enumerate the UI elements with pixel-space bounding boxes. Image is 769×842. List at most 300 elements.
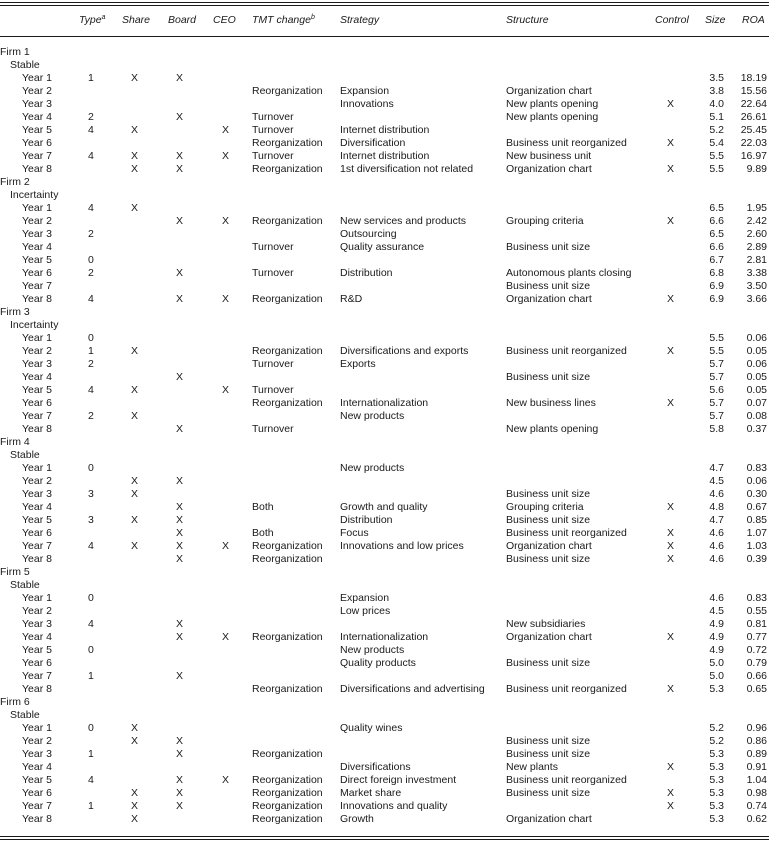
- table-row: [0, 345, 769, 358]
- board-cell: X: [176, 800, 184, 812]
- year-label: Year 6: [22, 397, 52, 409]
- structure-cell: Business unit reorganized: [506, 137, 627, 149]
- size-cell: 5.3: [709, 774, 724, 786]
- strategy-cell: Internet distribution: [340, 124, 430, 136]
- year-label: Year 2: [22, 215, 52, 227]
- structure-cell: New plants opening: [506, 111, 599, 123]
- firm-name: Firm 3: [0, 306, 30, 318]
- tmt-change-cell: Reorganization: [252, 293, 323, 305]
- roa-cell: 0.07: [746, 397, 767, 409]
- size-cell: 6.9: [709, 280, 724, 292]
- board-cell: X: [176, 475, 184, 487]
- share-cell: X: [131, 202, 139, 214]
- share-cell: X: [131, 813, 139, 825]
- year-label: Year 4: [22, 631, 52, 643]
- size-cell: 5.2: [709, 735, 724, 747]
- type-cell: 1: [88, 670, 94, 682]
- table-row: [0, 774, 769, 787]
- type-cell: 0: [88, 722, 94, 734]
- environment-label: Stable: [10, 709, 40, 721]
- structure-cell: New plants opening: [506, 98, 599, 110]
- table-row: [0, 683, 769, 696]
- year-label: Year 4: [22, 761, 52, 773]
- year-label: Year 6: [22, 267, 52, 279]
- strategy-cell: Internationalization: [340, 631, 429, 643]
- structure-cell: New plants opening: [506, 423, 599, 435]
- roa-cell: 0.06: [746, 475, 767, 487]
- year-label: Year 1: [22, 72, 52, 84]
- size-cell: 5.3: [709, 683, 724, 695]
- type-cell: 1: [88, 345, 94, 357]
- control-cell: X: [667, 787, 675, 799]
- table-row: [0, 241, 769, 254]
- header-tmt-footnote: b: [310, 14, 315, 21]
- structure-cell: Grouping criteria: [506, 215, 584, 227]
- roa-cell: 0.06: [746, 358, 767, 370]
- year-label: Year 5: [22, 644, 52, 656]
- structure-cell: Autonomous plants closing: [506, 267, 632, 279]
- type-cell: 4: [88, 293, 94, 305]
- ceo-cell: X: [222, 215, 230, 227]
- board-cell: X: [176, 423, 184, 435]
- table-body: [0, 46, 769, 826]
- roa-cell: 0.66: [746, 670, 767, 682]
- roa-cell: 0.74: [746, 800, 767, 812]
- structure-cell: Business unit size: [506, 371, 591, 383]
- ceo-cell: X: [222, 384, 230, 396]
- year-label: Year 1: [22, 592, 52, 604]
- board-cell: X: [176, 111, 184, 123]
- type-cell: 0: [88, 254, 94, 266]
- environment-label: Stable: [10, 59, 40, 71]
- strategy-cell: New services and products: [340, 215, 467, 227]
- tmt-change-cell: Reorganization: [252, 553, 323, 565]
- table-row: [0, 592, 769, 605]
- share-cell: X: [131, 722, 139, 734]
- table-row: [0, 280, 769, 293]
- table-row: [0, 800, 769, 813]
- size-cell: 6.6: [709, 215, 724, 227]
- table-row: [0, 488, 769, 501]
- roa-cell: 0.05: [746, 384, 767, 396]
- strategy-cell: Innovations: [340, 98, 394, 110]
- tmt-change-cell: Reorganization: [252, 397, 323, 409]
- tmt-change-cell: Reorganization: [252, 800, 323, 812]
- structure-cell: Organization chart: [506, 293, 592, 305]
- structure-cell: Business unit size: [506, 657, 591, 669]
- tmt-change-cell: Turnover: [252, 423, 294, 435]
- header-board: Board: [168, 14, 197, 26]
- table-row: [0, 111, 769, 124]
- structure-cell: Business unit size: [506, 735, 591, 747]
- year-label: Year 8: [22, 813, 52, 825]
- roa-cell: 0.83: [746, 462, 767, 474]
- control-cell: X: [667, 163, 675, 175]
- year-label: Year 3: [22, 358, 52, 370]
- firm-row: [0, 46, 769, 59]
- roa-cell: 1.95: [746, 202, 767, 214]
- type-cell: 4: [88, 774, 94, 786]
- table-row: [0, 397, 769, 410]
- environment-label: Incertainty: [10, 319, 59, 331]
- board-cell: X: [176, 631, 184, 643]
- strategy-cell: New products: [340, 462, 405, 474]
- board-cell: X: [176, 293, 184, 305]
- control-cell: X: [667, 540, 675, 552]
- size-cell: 5.3: [709, 748, 724, 760]
- structure-cell: Organization chart: [506, 163, 592, 175]
- roa-cell: 0.86: [746, 735, 767, 747]
- firm-name: Firm 1: [0, 46, 30, 58]
- strategy-cell: Direct foreign investment: [340, 774, 457, 786]
- roa-cell: 0.37: [746, 423, 767, 435]
- size-cell: 5.2: [709, 722, 724, 734]
- tmt-change-cell: Both: [252, 501, 274, 513]
- roa-cell: 0.85: [746, 514, 767, 526]
- size-cell: 4.6: [709, 592, 724, 604]
- year-label: Year 5: [22, 124, 52, 136]
- roa-cell: 0.81: [746, 618, 767, 630]
- year-label: Year 5: [22, 514, 52, 526]
- tmt-change-cell: Reorganization: [252, 683, 323, 695]
- header-type-label: Type: [79, 14, 102, 26]
- table-row: [0, 735, 769, 748]
- board-cell: X: [176, 215, 184, 227]
- control-cell: X: [667, 293, 675, 305]
- board-cell: X: [176, 618, 184, 630]
- structure-cell: Business unit size: [506, 488, 591, 500]
- year-label: Year 6: [22, 657, 52, 669]
- type-cell: 2: [88, 111, 94, 123]
- ceo-cell: X: [222, 774, 230, 786]
- roa-cell: 22.03: [740, 137, 767, 149]
- share-cell: X: [131, 124, 139, 136]
- share-cell: X: [131, 475, 139, 487]
- share-cell: X: [131, 800, 139, 812]
- year-label: Year 5: [22, 384, 52, 396]
- tmt-change-cell: Reorganization: [252, 748, 323, 760]
- year-label: Year 3: [22, 228, 52, 240]
- size-cell: 5.7: [709, 358, 724, 370]
- roa-cell: 3.38: [746, 267, 767, 279]
- table-row: [0, 215, 769, 228]
- roa-cell: 0.98: [746, 787, 767, 799]
- tmt-change-cell: Reorganization: [252, 787, 323, 799]
- year-label: Year 6: [22, 527, 52, 539]
- roa-cell: 1.03: [746, 540, 767, 552]
- table-row: [0, 202, 769, 215]
- table-row: [0, 293, 769, 306]
- table-row: [0, 514, 769, 527]
- table-row: [0, 501, 769, 514]
- year-label: Year 6: [22, 787, 52, 799]
- tmt-change-cell: Reorganization: [252, 813, 323, 825]
- year-label: Year 2: [22, 85, 52, 97]
- header-tmt-label: TMT change: [252, 14, 311, 26]
- table-row: [0, 72, 769, 85]
- year-label: Year 1: [22, 722, 52, 734]
- type-cell: 2: [88, 228, 94, 240]
- ceo-cell: X: [222, 540, 230, 552]
- type-cell: 4: [88, 540, 94, 552]
- board-cell: X: [176, 540, 184, 552]
- strategy-cell: Outsourcing: [340, 228, 397, 240]
- share-cell: X: [131, 384, 139, 396]
- size-cell: 5.1: [709, 111, 724, 123]
- board-cell: X: [176, 787, 184, 799]
- board-cell: X: [176, 501, 184, 513]
- control-cell: X: [667, 215, 675, 227]
- strategy-cell: Exports: [340, 358, 376, 370]
- structure-cell: Business unit size: [506, 787, 591, 799]
- share-cell: X: [131, 345, 139, 357]
- type-cell: 2: [88, 410, 94, 422]
- board-cell: X: [176, 371, 184, 383]
- control-cell: X: [667, 800, 675, 812]
- header-type-footnote: a: [101, 14, 106, 21]
- type-cell: 2: [88, 267, 94, 279]
- tmt-change-cell: Reorganization: [252, 774, 323, 786]
- size-cell: 4.0: [709, 98, 724, 110]
- strategy-cell: Diversification: [340, 137, 406, 149]
- roa-cell: 0.65: [746, 683, 767, 695]
- roa-cell: 1.04: [746, 774, 767, 786]
- type-cell: 4: [88, 124, 94, 136]
- structure-cell: Business unit reorganized: [506, 683, 627, 695]
- size-cell: 3.8: [709, 85, 724, 97]
- environment-label: Stable: [10, 579, 40, 591]
- size-cell: 6.5: [709, 228, 724, 240]
- structure-cell: Organization chart: [506, 85, 592, 97]
- roa-cell: 0.79: [746, 657, 767, 669]
- size-cell: 6.6: [709, 241, 724, 253]
- top-rule-inner: [0, 5, 769, 6]
- strategy-cell: Distribution: [340, 514, 393, 526]
- roa-cell: 2.81: [746, 254, 767, 266]
- strategy-cell: Innovations and quality: [340, 800, 448, 812]
- size-cell: 4.6: [709, 527, 724, 539]
- structure-cell: Organization chart: [506, 813, 592, 825]
- year-label: Year 6: [22, 137, 52, 149]
- table-row: [0, 410, 769, 423]
- firm-row: [0, 436, 769, 449]
- tmt-change-cell: Turnover: [252, 267, 294, 279]
- type-cell: 4: [88, 150, 94, 162]
- size-cell: 6.9: [709, 293, 724, 305]
- header-tmt-change: [252, 14, 315, 26]
- header-type: [79, 14, 105, 26]
- type-cell: 0: [88, 644, 94, 656]
- year-label: Year 2: [22, 605, 52, 617]
- strategy-cell: Quality products: [340, 657, 416, 669]
- structure-cell: Business unit size: [506, 280, 591, 292]
- table-row: [0, 228, 769, 241]
- firm-name: Firm 4: [0, 436, 30, 448]
- header-share: Share: [122, 14, 151, 26]
- year-label: Year 1: [22, 462, 52, 474]
- year-label: Year 3: [22, 488, 52, 500]
- roa-cell: 0.05: [746, 371, 767, 383]
- type-cell: 1: [88, 800, 94, 812]
- roa-cell: 0.91: [746, 761, 767, 773]
- control-cell: X: [667, 501, 675, 513]
- table-row: [0, 267, 769, 280]
- structure-cell: Business unit reorganized: [506, 527, 627, 539]
- structure-cell: New business unit: [506, 150, 592, 162]
- control-cell: X: [667, 98, 675, 110]
- firm-row: [0, 566, 769, 579]
- table-row: [0, 787, 769, 800]
- structure-cell: Business unit size: [506, 553, 591, 565]
- environment-label: Stable: [10, 449, 40, 461]
- roa-cell: 0.05: [746, 345, 767, 357]
- strategy-cell: Focus: [340, 527, 369, 539]
- header-rule: [0, 36, 769, 37]
- size-cell: 4.5: [709, 475, 724, 487]
- roa-cell: 0.96: [746, 722, 767, 734]
- table-row: [0, 605, 769, 618]
- strategy-cell: Expansion: [340, 592, 390, 604]
- environment-label: Incertainty: [10, 189, 59, 201]
- size-cell: 4.6: [709, 553, 724, 565]
- strategy-cell: Internationalization: [340, 397, 429, 409]
- table-row: [0, 475, 769, 488]
- table-row: [0, 85, 769, 98]
- roa-cell: 3.50: [746, 280, 767, 292]
- header-structure: Structure: [506, 14, 549, 26]
- table-row: [0, 423, 769, 436]
- board-cell: X: [176, 267, 184, 279]
- roa-cell: 0.39: [746, 553, 767, 565]
- year-label: Year 1: [22, 332, 52, 344]
- roa-cell: 0.72: [746, 644, 767, 656]
- size-cell: 5.0: [709, 670, 724, 682]
- strategy-cell: 1st diversification not related: [340, 163, 474, 175]
- environment-row: [0, 579, 769, 592]
- firm-name: Firm 2: [0, 176, 30, 188]
- type-cell: 4: [88, 202, 94, 214]
- board-cell: X: [176, 670, 184, 682]
- board-cell: X: [176, 774, 184, 786]
- strategy-cell: Expansion: [340, 85, 390, 97]
- roa-cell: 0.08: [746, 410, 767, 422]
- year-label: Year 2: [22, 345, 52, 357]
- size-cell: 5.3: [709, 800, 724, 812]
- size-cell: 5.3: [709, 813, 724, 825]
- tmt-change-cell: Reorganization: [252, 163, 323, 175]
- structure-cell: Organization chart: [506, 540, 592, 552]
- header-size: Size: [705, 14, 726, 26]
- table-row: [0, 761, 769, 774]
- size-cell: 5.8: [709, 423, 724, 435]
- year-label: Year 4: [22, 241, 52, 253]
- size-cell: 4.7: [709, 514, 724, 526]
- roa-cell: 0.67: [746, 501, 767, 513]
- size-cell: 4.5: [709, 605, 724, 617]
- structure-cell: New subsidiaries: [506, 618, 586, 630]
- size-cell: 4.9: [709, 631, 724, 643]
- table-row: [0, 163, 769, 176]
- table-row: [0, 813, 769, 826]
- roa-cell: 9.89: [746, 163, 767, 175]
- year-label: Year 7: [22, 540, 52, 552]
- share-cell: X: [131, 150, 139, 162]
- board-cell: X: [176, 553, 184, 565]
- year-label: Year 7: [22, 800, 52, 812]
- firm-row: [0, 176, 769, 189]
- roa-cell: 15.56: [740, 85, 767, 97]
- year-label: Year 8: [22, 683, 52, 695]
- roa-cell: 16.97: [740, 150, 767, 162]
- board-cell: X: [176, 748, 184, 760]
- type-cell: 3: [88, 488, 94, 500]
- roa-cell: 3.66: [746, 293, 767, 305]
- tmt-change-cell: Reorganization: [252, 85, 323, 97]
- table-row: [0, 98, 769, 111]
- structure-cell: Business unit size: [506, 748, 591, 760]
- bottom-rule-inner: [0, 839, 769, 840]
- control-cell: X: [667, 553, 675, 565]
- strategy-cell: Diversifications and advertising: [340, 683, 485, 695]
- header-roa: ROA: [742, 14, 765, 26]
- size-cell: 4.8: [709, 501, 724, 513]
- year-label: Year 7: [22, 280, 52, 292]
- bottom-rule: [0, 836, 769, 837]
- structure-cell: Business unit reorganized: [506, 774, 627, 786]
- type-cell: 1: [88, 72, 94, 84]
- control-cell: X: [667, 345, 675, 357]
- strategy-cell: Distribution: [340, 267, 393, 279]
- ceo-cell: X: [222, 293, 230, 305]
- year-label: Year 4: [22, 371, 52, 383]
- table-row: [0, 384, 769, 397]
- header-strategy: Strategy: [340, 14, 380, 26]
- roa-cell: 0.06: [746, 332, 767, 344]
- environment-row: [0, 709, 769, 722]
- roa-cell: 0.89: [746, 748, 767, 760]
- roa-cell: 0.83: [746, 592, 767, 604]
- share-cell: X: [131, 410, 139, 422]
- control-cell: X: [667, 527, 675, 539]
- tmt-change-cell: Turnover: [252, 384, 294, 396]
- size-cell: 5.5: [709, 332, 724, 344]
- roa-cell: 2.89: [746, 241, 767, 253]
- tmt-change-cell: Turnover: [252, 150, 294, 162]
- ceo-cell: X: [222, 150, 230, 162]
- tmt-change-cell: Both: [252, 527, 274, 539]
- tmt-change-cell: Turnover: [252, 358, 294, 370]
- tmt-change-cell: Reorganization: [252, 215, 323, 227]
- year-label: Year 3: [22, 748, 52, 760]
- size-cell: 5.3: [709, 787, 724, 799]
- structure-cell: New plants: [506, 761, 558, 773]
- size-cell: 5.3: [709, 761, 724, 773]
- table-row: [0, 150, 769, 163]
- roa-cell: 0.77: [746, 631, 767, 643]
- type-cell: 4: [88, 384, 94, 396]
- board-cell: X: [176, 514, 184, 526]
- size-cell: 4.6: [709, 540, 724, 552]
- roa-cell: 18.19: [740, 72, 767, 84]
- strategy-cell: Quality assurance: [340, 241, 425, 253]
- board-cell: X: [176, 150, 184, 162]
- size-cell: 5.0: [709, 657, 724, 669]
- firm-row: [0, 306, 769, 319]
- structure-cell: Business unit size: [506, 241, 591, 253]
- table-row: [0, 670, 769, 683]
- type-cell: 0: [88, 462, 94, 474]
- control-cell: X: [667, 761, 675, 773]
